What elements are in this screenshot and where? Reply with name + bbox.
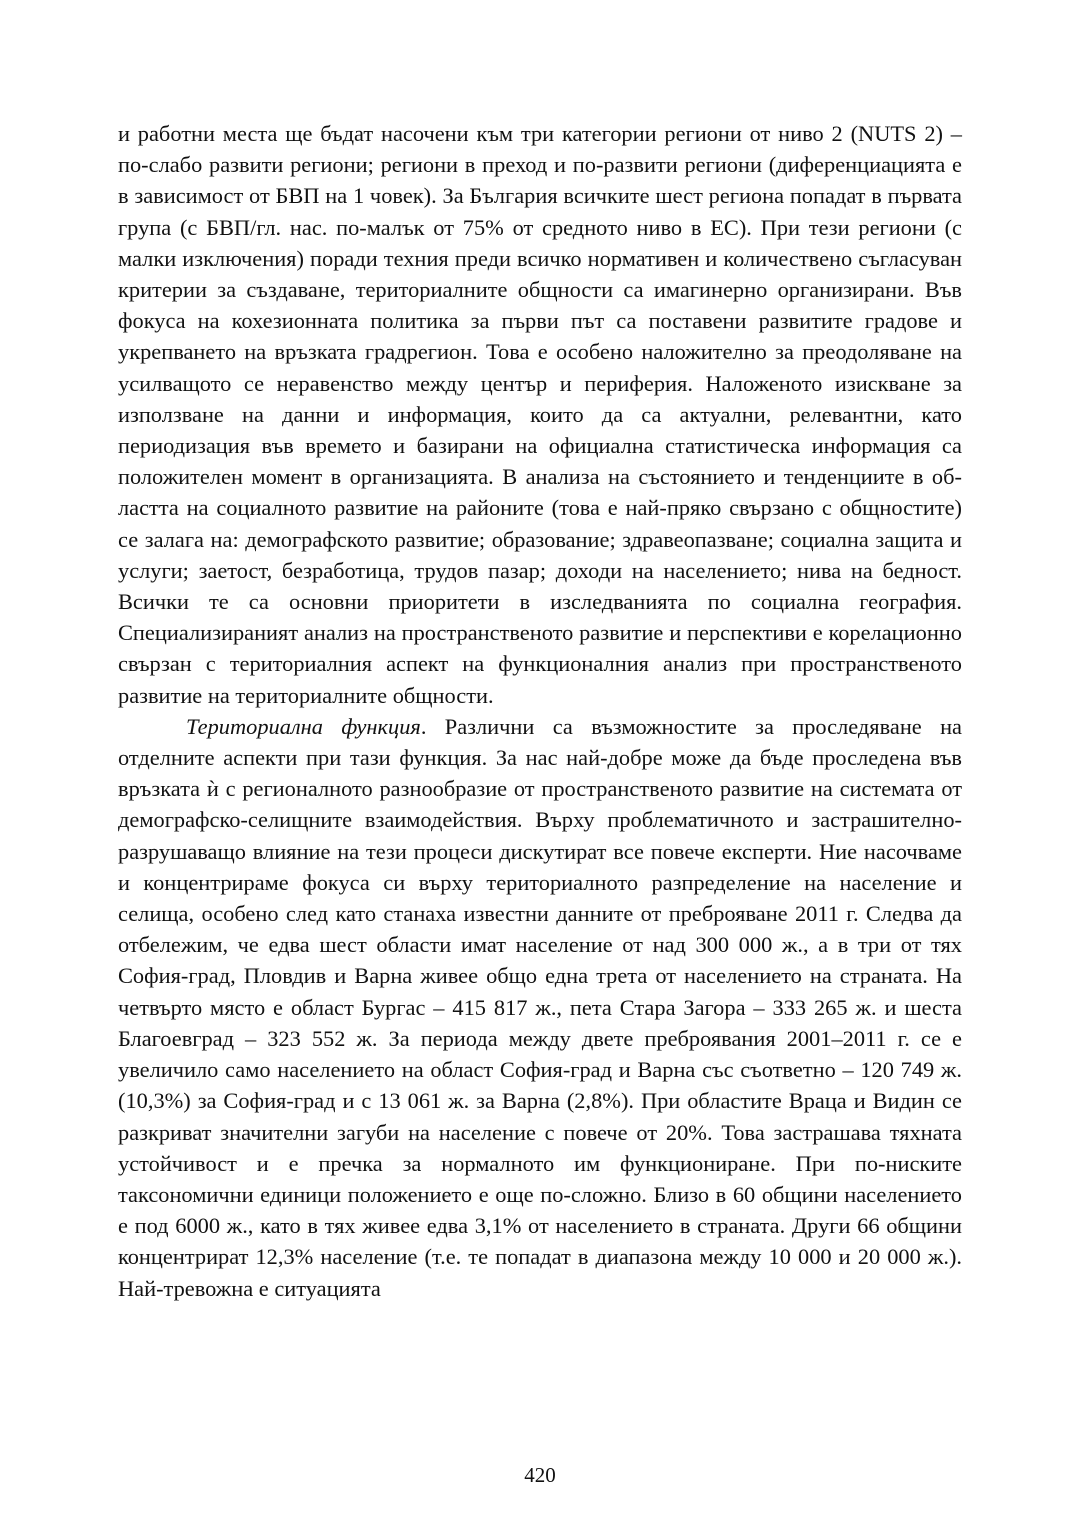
paragraph-2-lead: Териториална функция	[186, 713, 421, 739]
paragraph-2-body: . Различни са възможностите за проследяване на отделните аспекти при тази функция. За нас най-добре може да бъде проследена във връзката ѝ с регионалното разнообразие от пространственото развитие на системата от демографско-селищните взаимодействия. Върху проблематичното и застрашително-разрушаващо влияние на тези процеси дискутират все повече експерти. Ние насочваме и концентрираме фокуса си върху териториалното разпределение на население и селища, особено след като станаха известни данните от преброяване 2011 г. Следва да отбележим, че едва шест области имат население от над 300 000 ж., а в три от тях София-град, Пловдив и Варна живее общо една трета от населението на страната. На четвърто място е област Бургас – 415 817 ж., пета Стара Загора – 333 265 ж. и шеста Благоевград – 323 552 ж. За периода между двете преброявания 2001–2011 г. се е увеличило само населението на област София-град и Варна със съответно – 120 749 ж. (10,3%) за София-град и с 13 061 ж. за Варна (2,8%). При областите Враца и Видин се разкриват значителни загуби на население с повече от 20%. Това застрашава тяхната устойчивост и е пречка за нормалното им функциониране. При по-ниските таксономични единици положението е още по-сложно. Близо в 60 общини населението е под 6000 ж., като в тях живее едва 3,1% от населението в страната. Други 66 общини концентрират 12,3% население (т.е. те попадат в диапазона между 10 000 и 20 000 ж.). Най-тревожна е ситуацията	[118, 713, 962, 1301]
paragraph-2	[118, 711, 962, 1304]
paragraph-1: и работни места ще бъдат насочени към три категории региони от ниво 2 (NUTS 2) – по-слабо развити региони; региони в преход и по-развити региони (диференциацията е в зависимост от БВП на 1 човек). За България всичките шест региона попадат в първата група (с БВП/гл. нас. по-малък от 75% от средното ниво в ЕС). При тези региони (с малки изключения) поради техния преди всичко нормативен и количествено съгласуван критерии за създаване, териториалните общности са имагинерно организирани. Във фокуса на кохезионната политика за първи път са поставени развитите градове и укрепването на връзката градрегион. Това е особено наложително за преодоляване на усилващото се неравенство между център и периферия. Наложеното изискване за използване на данни и информация, които да са актуални, релевантни, като периодизация във времето и базирани на официална статистическа информация са положителен момент в организацията. В анализа на състоянието и тенденциите в областта на социалното развитие на районите (това е най-пряко свързано с общностите) се залага на: демографското развитие; образование; здравеопазване; социална защита и услуги; заетост, безработица, трудов пазар; доходи на населението; нива на бедност. Всички те са основни приоритети в изследванията по социална география. Специализираният анализ на пространственото развитие и перспективи е корелационно свързан с териториалния аспект на функционалния анализ при пространственото развитие на териториалните общности.	[118, 121, 962, 708]
page-body	[118, 118, 962, 1304]
page-number: 420	[524, 1463, 556, 1487]
